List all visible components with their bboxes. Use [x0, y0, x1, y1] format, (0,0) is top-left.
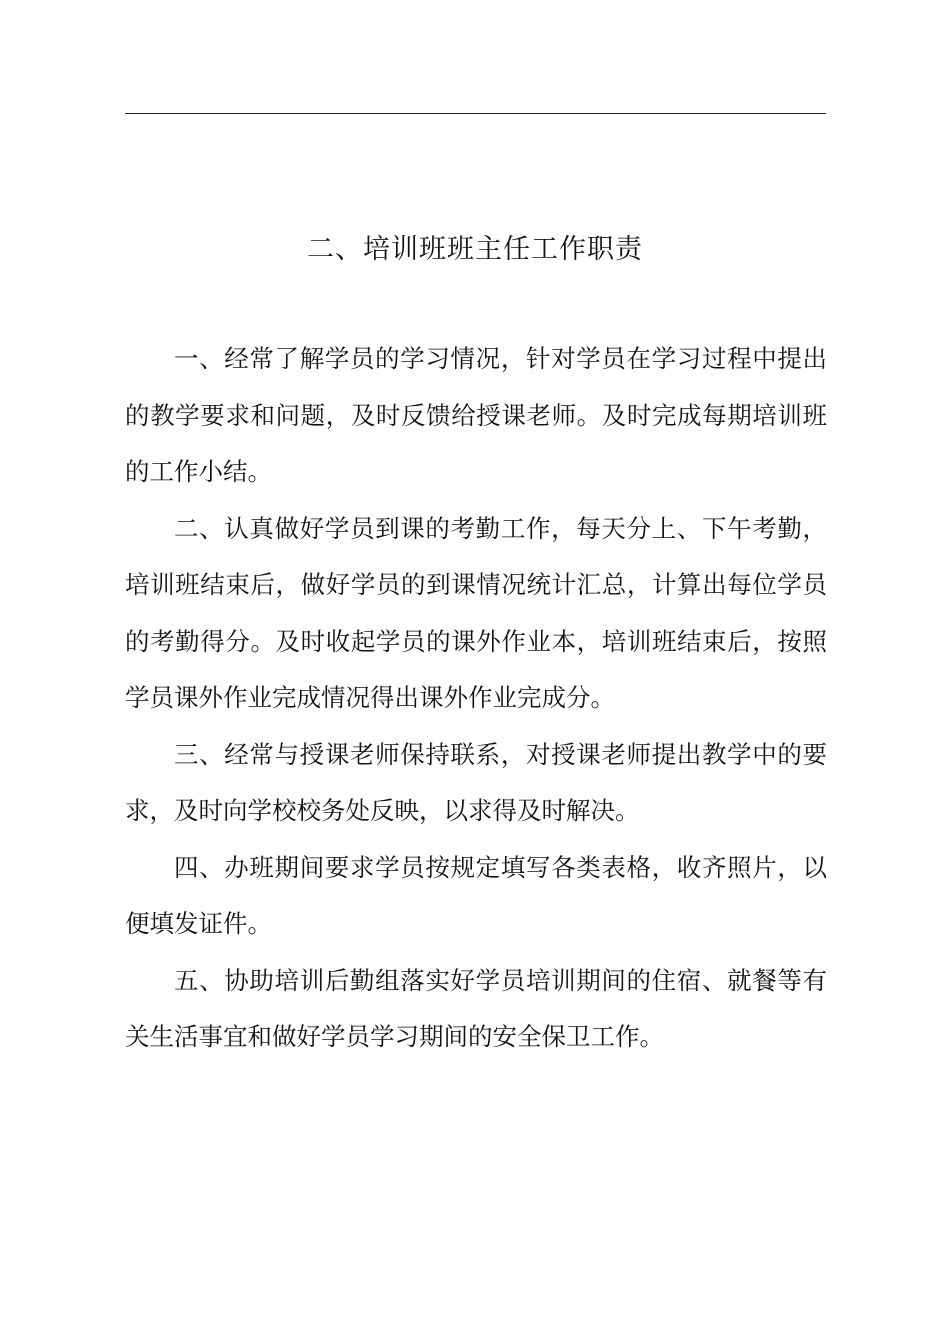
paragraph-3: 三、经常与授课老师保持联系，对授课老师提出教学中的要求，及时向学校校务处反映，以求得及时解决。	[125, 739, 827, 825]
paragraph-2: 二、认真做好学员到课的考勤工作，每天分上、下午考勤，培训班结束后，做好学员的到课情况统计汇总，计算出每位学员的考勤得分。及时收起学员的课外作业本，培训班结束后，按照学员课外作业完成情况得出课外作业完成分。	[125, 513, 827, 712]
paragraph-1: 一、经常了解学员的学习情况，针对学员在学习过程中提出的教学要求和问题，及时反馈给授课老师。及时完成每期培训班的工作小结。	[125, 344, 827, 486]
paragraph-5: 五、协助培训后勤组落实好学员培训期间的住宿、就餐等有关生活事宜和做好学员学习期间的安全保卫工作。	[125, 965, 827, 1051]
page-title: 二、培训班班主任工作职责	[307, 234, 643, 265]
header-rule	[125, 113, 826, 114]
document-body	[125, 331, 827, 1066]
paragraph-4: 四、办班期间要求学员按规定填写各类表格，收齐照片，以便填发证件。	[125, 852, 827, 938]
